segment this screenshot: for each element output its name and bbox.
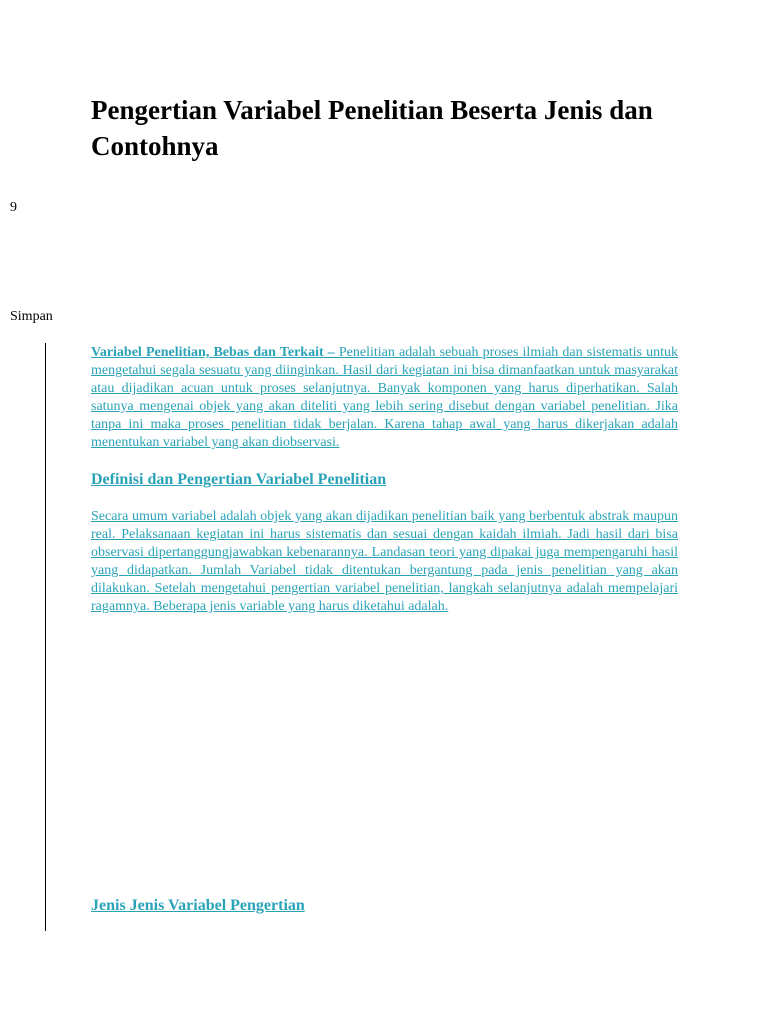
section-heading-types[interactable]: Jenis Jenis Variabel Pengertian — [91, 897, 305, 914]
intro-body[interactable]: Penelitian adalah sebuah proses ilmiah dan sistematis untuk mengetahui segala sesuatu yang diinginkan. Hasil dari kegiatan ini bisa dimanfaatkan untuk masyarakat atau dijadikan acuan untuk proses selanjutnya. Banyak komponen yang harus diperhatikan. Salah satunya mengenai objek yang akan diteliti yang lebih sering disebut dengan variabel penelitian. Jika tanpa ini maka proses penelitian tidak berjalan. Karena tahap awal yang harus dikerjakan adalah menentukan variabel yang akan diobservasi. — [91, 345, 679, 450]
save-button[interactable]: Simpan — [10, 309, 53, 324]
left-rule — [45, 343, 46, 931]
definition-paragraph[interactable]: Secara umum variabel adalah objek yang akan dijadikan penelitian baik yang berbentuk abstrak maupun real. Pelaksanaan kegiatan ini harus sistematis dan sesuai dengan kaidah ilmiah. Jadi hasil dari bisa observasi dipertanggungjawabkan kebenarannya. Landasan teori yang dipakai juga mempengaruhi hasil yang didapatkan. Jumlah Variabel tidak ditentukan bergantung pada jenis penelitian yang akan dilakukan. Setelah mengetahui pengertian variabel penelitian, langkah selanjutnya adalah mempelajari ragamnya. Beberapa jenis variable yang harus diketahui adalah. — [91, 509, 678, 614]
intro-lead[interactable]: Variabel Penelitian, Bebas dan Terkait – — [91, 345, 335, 360]
page-count: 9 — [10, 200, 17, 215]
page-title: Pengertian Variabel Penelitian Beserta Jenis dan Contohnya — [91, 95, 653, 161]
section-heading-definition[interactable]: Definisi dan Pengertian Variabel Penelitian — [91, 471, 387, 488]
intro-paragraph[interactable] — [91, 344, 678, 452]
